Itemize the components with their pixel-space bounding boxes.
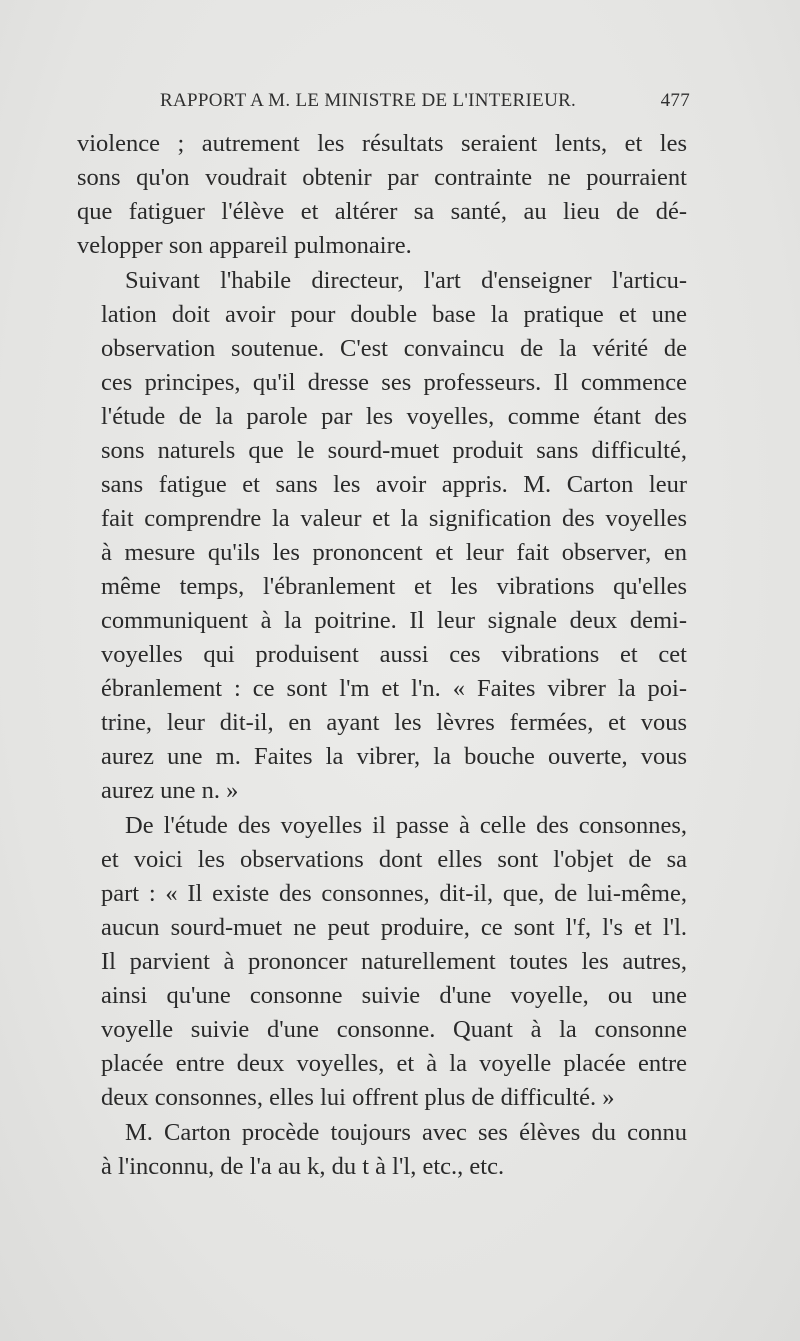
text-line: l'étude de la parole par les voyelles, comme étant des [101, 403, 687, 430]
text-line: ébranlement : ce sont l'm et l'n. « Faites vibrer la poi- [101, 675, 687, 702]
paragraph [77, 1116, 687, 1184]
text-line: violence ; autrement les résultats seraient lents, et les [77, 130, 687, 157]
text-line: velopper son appareil pulmonaire. [77, 232, 412, 259]
text-line: deux consonnes, elles lui offrent plus de difficulté. » [101, 1084, 615, 1111]
text-line: ainsi qu'une consonne suivie d'une voyelle, ou une [101, 982, 687, 1009]
paragraph [77, 127, 687, 263]
page-header [160, 90, 690, 120]
text-line: et voici les observations dont elles sont l'objet de sa [101, 846, 687, 873]
paragraph [77, 809, 687, 1115]
text-line: communiquent à la poitrine. Il leur signale deux demi- [101, 607, 687, 634]
text-line: Suivant l'habile directeur, l'art d'enseigner l'articu- [125, 267, 687, 294]
text-line: De l'étude des voyelles il passe à celle des consonnes, [125, 812, 687, 839]
text-line: voyelles qui produisent aussi ces vibrations et cet [101, 641, 687, 668]
text-line: M. Carton procède toujours avec ses élèves du connu [125, 1119, 687, 1146]
text-line: sons qu'on voudrait obtenir par contrainte ne pourraient [77, 164, 687, 191]
text-line: Il parvient à prononcer naturellement toutes les autres, [101, 948, 687, 975]
text-line: aurez une n. » [101, 777, 239, 804]
text-line: placée entre deux voyelles, et à la voyelle placée entre [101, 1050, 687, 1077]
body-text [77, 127, 687, 1184]
text-line: à l'inconnu, de l'a au k, du t à l'l, etc., etc. [101, 1153, 505, 1180]
paragraph [77, 264, 687, 808]
text-line: sans fatigue et sans les avoir appris. M. Carton leur [101, 471, 687, 498]
text-line: à mesure qu'ils les prononcent et leur fait observer, en [101, 539, 687, 566]
text-line: aurez une m. Faites la vibrer, la bouche ouverte, vous [101, 743, 687, 770]
page-number: 477 [660, 90, 690, 111]
text-line: ces principes, qu'il dresse ses professeurs. Il commence [101, 369, 687, 396]
text-line: que fatiguer l'élève et altérer sa santé, au lieu de dé- [77, 198, 687, 225]
text-line: observation soutenue. C'est convaincu de la vérité de [101, 335, 687, 362]
text-line: trine, leur dit-il, en ayant les lèvres fermées, et vous [101, 709, 687, 736]
text-line: part : « Il existe des consonnes, dit-il, que, de lui-même, [101, 880, 687, 907]
text-line: voyelle suivie d'une consonne. Quant à la consonne [101, 1016, 687, 1043]
text-line: sons naturels que le sourd-muet produit sans difficulté, [101, 437, 687, 464]
text-line: fait comprendre la valeur et la signification des voyelles [101, 505, 687, 532]
text-line: lation doit avoir pour double base la pratique et une [101, 301, 687, 328]
running-title: RAPPORT A M. LE MINISTRE DE L'INTERIEUR. [160, 90, 577, 111]
text-line: aucun sourd-muet ne peut produire, ce sont l'f, l's et l'l. [101, 914, 687, 941]
text-line: même temps, l'ébranlement et les vibrations qu'elles [101, 573, 687, 600]
